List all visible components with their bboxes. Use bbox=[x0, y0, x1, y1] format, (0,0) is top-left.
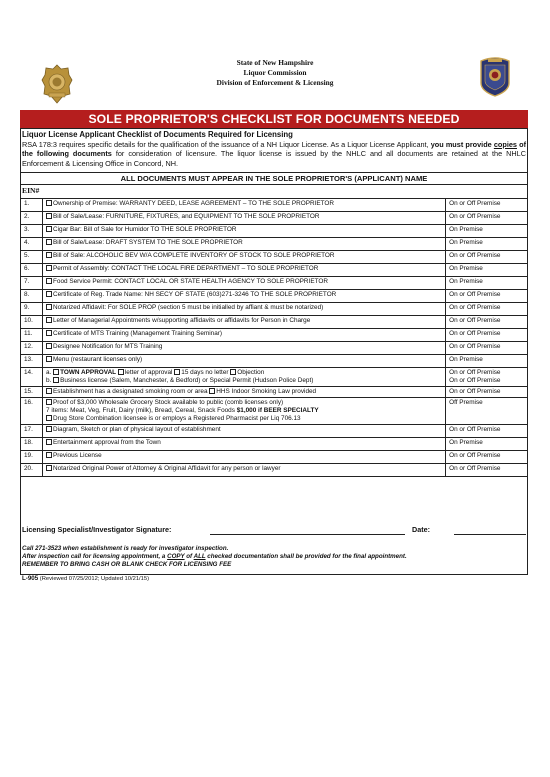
table-row bbox=[21, 251, 528, 264]
note-fee: REMEMBER TO BRING CASH OR BLANK CHECK FOR LICENSING FEE bbox=[22, 561, 232, 568]
item-number: 14. bbox=[21, 368, 43, 387]
item-description: Bill of Sale: ALCOHOLIC BEV W/A COMPLETE INVENTORY OF STOCK TO SOLE PROPRIETOR bbox=[42, 251, 445, 264]
header-state: State of New Hampshire bbox=[236, 58, 314, 67]
item-number: 1. bbox=[21, 199, 43, 212]
item-description: Ownership of Premise: WARRANTY DEED, LEASE AGREEMENT – TO THE SOLE PROPRIETOR bbox=[42, 199, 445, 212]
checkbox[interactable] bbox=[46, 200, 52, 206]
table-row bbox=[21, 277, 528, 290]
table-row bbox=[21, 290, 528, 303]
table-row bbox=[21, 398, 528, 425]
item-description: Diagram, Sketch or plan of physical layout of establishment bbox=[42, 425, 445, 438]
checkbox[interactable] bbox=[46, 330, 52, 336]
checkbox[interactable] bbox=[209, 388, 215, 394]
item-description: Letter of Managerial Appointments w/supporting affidavits or affidavits for Person in Charge bbox=[42, 316, 445, 329]
premise-type: On or Off Premise bbox=[446, 303, 528, 316]
checkbox[interactable] bbox=[53, 377, 59, 383]
table-row bbox=[21, 438, 528, 451]
checkbox[interactable] bbox=[174, 369, 180, 375]
premise-type: On Premise bbox=[446, 277, 528, 290]
table-row bbox=[21, 212, 528, 225]
table-row bbox=[21, 264, 528, 277]
item-number: 15. bbox=[21, 387, 43, 398]
item-description: Establishment has a designated smoking room or area HHS Indoor Smoking Law provided bbox=[42, 387, 445, 398]
table-row bbox=[21, 225, 528, 238]
note-call: Call 271-3523 when establishment is ready for investigator inspection. bbox=[22, 545, 229, 552]
item-description: Certificate of MTS Training (Management Training Seminar) bbox=[42, 329, 445, 342]
premise-type: Off Premise bbox=[446, 398, 528, 425]
date-line[interactable] bbox=[454, 534, 526, 535]
item-number: 6. bbox=[21, 264, 43, 277]
checkbox[interactable] bbox=[46, 239, 52, 245]
instructions-notes bbox=[22, 545, 526, 569]
item-number: 13. bbox=[21, 355, 43, 368]
checkbox[interactable] bbox=[53, 369, 59, 375]
checkbox[interactable] bbox=[118, 369, 124, 375]
table-row bbox=[21, 355, 528, 368]
item-description: a. TOWN APPROVAL letter of approval 15 days no letter Objection b. Business license (Salem, Manchester, & Bedford) or Special Permit (Hudson Police Dept) bbox=[42, 368, 445, 387]
table-row bbox=[21, 464, 528, 477]
checkbox[interactable] bbox=[46, 388, 52, 394]
premise-type: On Premise bbox=[446, 264, 528, 277]
note-appointment: After inspection call for licensing appointment, a COPY of ALL checked documentation shall be provided for the final appointment. bbox=[22, 553, 407, 560]
checkbox[interactable] bbox=[46, 278, 52, 284]
item-number: 18. bbox=[21, 438, 43, 451]
item-description: Bill of Sale/Lease: DRAFT SYSTEM TO THE SOLE PROPRIETOR bbox=[42, 238, 445, 251]
checkbox[interactable] bbox=[46, 252, 52, 258]
premise-type: On Premise bbox=[446, 438, 528, 451]
item-description: Designee Notification for MTS Training bbox=[42, 342, 445, 355]
page-title: SOLE PROPRIETOR'S CHECKLIST FOR DOCUMENTS NEEDED bbox=[20, 110, 528, 128]
item-number: 2. bbox=[21, 212, 43, 225]
checkbox[interactable] bbox=[46, 439, 52, 445]
intro-section bbox=[22, 130, 526, 168]
table-row bbox=[21, 238, 528, 251]
ein-label: EIN# bbox=[22, 186, 40, 195]
table-row bbox=[21, 303, 528, 316]
premise-type: On or Off Premise bbox=[446, 290, 528, 303]
premise-type: On or Off Premise bbox=[446, 316, 528, 329]
item-number: 7. bbox=[21, 277, 43, 290]
premise-type: On or Off Premise bbox=[446, 212, 528, 225]
item-description: Proof of $3,000 Wholesale Grocery Stock available to public (comb licenses only) 7 items: Meat, Veg, Fruit, Dairy (milk), Bread, Cereal, Snack Foods $1,000 if BEER SPECIALTY Drug Store Combination licensee is or employs a Registered Pharmacist per Liq 706.13 bbox=[42, 398, 445, 425]
checkbox[interactable] bbox=[46, 465, 52, 471]
premise-type: On or Off Premise On or Off Premise bbox=[446, 368, 528, 387]
item-number: 3. bbox=[21, 225, 43, 238]
item-number: 8. bbox=[21, 290, 43, 303]
item-number: 5. bbox=[21, 251, 43, 264]
table-row bbox=[21, 199, 528, 212]
item-number: 20. bbox=[21, 464, 43, 477]
checkbox[interactable] bbox=[46, 226, 52, 232]
premise-type: On or Off Premise bbox=[446, 451, 528, 464]
checkbox[interactable] bbox=[46, 265, 52, 271]
item-number: 19. bbox=[21, 451, 43, 464]
item-description: Bill of Sale/Lease: FURNITURE, FIXTURES, and EQUIPMENT TO THE SOLE PROPRIETOR bbox=[42, 212, 445, 225]
document-checklist-table bbox=[20, 198, 528, 477]
item-description: Menu (restaurant licenses only) bbox=[42, 355, 445, 368]
date-label: Date: bbox=[412, 525, 430, 534]
signature-line[interactable] bbox=[210, 534, 405, 535]
checkbox[interactable] bbox=[46, 356, 52, 362]
item-description: Notarized Affidavit: For SOLE PROP (section 5 must be initialled by affiant & must be notarized) bbox=[42, 303, 445, 316]
item-number: 17. bbox=[21, 425, 43, 438]
intro-paragraph: RSA 178:3 requires specific details for the qualification of the issuance of a NH Liquor License. As a Liquor License Applicant, you must provide copies of the following documents for consideration of licensure. The liquor license is issued by the NHLC and all documents are retained at the NHLC Enforcement & Licensing Office in Concord, NH. bbox=[22, 139, 526, 168]
checkbox[interactable] bbox=[46, 317, 52, 323]
checkbox[interactable] bbox=[46, 343, 52, 349]
premise-type: On or Off Premise bbox=[446, 464, 528, 477]
signature-label: Licensing Specialist/Investigator Signature: bbox=[22, 525, 172, 534]
table-row bbox=[21, 451, 528, 464]
form-code: L-905 bbox=[22, 575, 39, 582]
item-description: Certificate of Reg. Trade Name: NH SECY OF STATE (603)271-3246 TO THE SOLE PROPRIETOR bbox=[42, 290, 445, 303]
table-row bbox=[21, 387, 528, 398]
premise-type: On or Off Premise bbox=[446, 199, 528, 212]
item-number: 16. bbox=[21, 398, 43, 425]
item-description: Entertainment approval from the Town bbox=[42, 438, 445, 451]
agency-header bbox=[0, 58, 550, 88]
checkbox[interactable] bbox=[230, 369, 236, 375]
revision-date: (Reviewed 07/25/2012; Updated 10/21/15) bbox=[39, 576, 150, 582]
checkbox[interactable] bbox=[46, 291, 52, 297]
premise-type: On or Off Premise bbox=[446, 342, 528, 355]
item-number: 12. bbox=[21, 342, 43, 355]
header-division: Division of Enforcement & Licensing bbox=[216, 78, 334, 87]
premise-type: On Premise bbox=[446, 238, 528, 251]
item-description: Food Service Permit: CONTACT LOCAL OR STATE HEALTH AGENCY TO SOLE PROPRIETOR bbox=[42, 277, 445, 290]
premise-type: On or Off Premise bbox=[446, 387, 528, 398]
item-number: 9. bbox=[21, 303, 43, 316]
table-row bbox=[21, 329, 528, 342]
item-number: 4. bbox=[21, 238, 43, 251]
item-description: Permit of Assembly: CONTACT THE LOCAL FIRE DEPARTMENT – TO SOLE PROPRIETOR bbox=[42, 264, 445, 277]
premise-type: On or Off Premise bbox=[446, 251, 528, 264]
checkbox[interactable] bbox=[46, 304, 52, 310]
signature-section bbox=[22, 525, 526, 534]
intro-heading: Liquor License Applicant Checklist of Documents Required for Licensing bbox=[22, 130, 293, 139]
checkbox[interactable] bbox=[46, 399, 52, 405]
all-documents-notice: ALL DOCUMENTS MUST APPEAR IN THE SOLE PROPRIETOR'S (APPLICANT) NAME bbox=[20, 172, 528, 185]
checkbox[interactable] bbox=[46, 415, 52, 421]
table-row bbox=[21, 316, 528, 329]
checkbox[interactable] bbox=[46, 213, 52, 219]
table-row bbox=[21, 368, 528, 387]
checkbox[interactable] bbox=[46, 452, 52, 458]
premise-type: On or Off Premise bbox=[446, 425, 528, 438]
checkbox[interactable] bbox=[46, 426, 52, 432]
premise-type: On or Off Premise bbox=[446, 329, 528, 342]
header-commission: Liquor Commission bbox=[243, 68, 307, 77]
form-footer bbox=[22, 575, 149, 582]
item-description: Cigar Bar: Bill of Sale for Humidor TO THE SOLE PROPRIETOR bbox=[42, 225, 445, 238]
item-description: Previous License bbox=[42, 451, 445, 464]
premise-type: On Premise bbox=[446, 225, 528, 238]
item-description: Notarized Original Power of Attorney & Original Affidavit for any person or lawyer bbox=[42, 464, 445, 477]
table-row bbox=[21, 425, 528, 438]
item-number: 11. bbox=[21, 329, 43, 342]
premise-type: On Premise bbox=[446, 355, 528, 368]
item-number: 10. bbox=[21, 316, 43, 329]
table-row bbox=[21, 342, 528, 355]
